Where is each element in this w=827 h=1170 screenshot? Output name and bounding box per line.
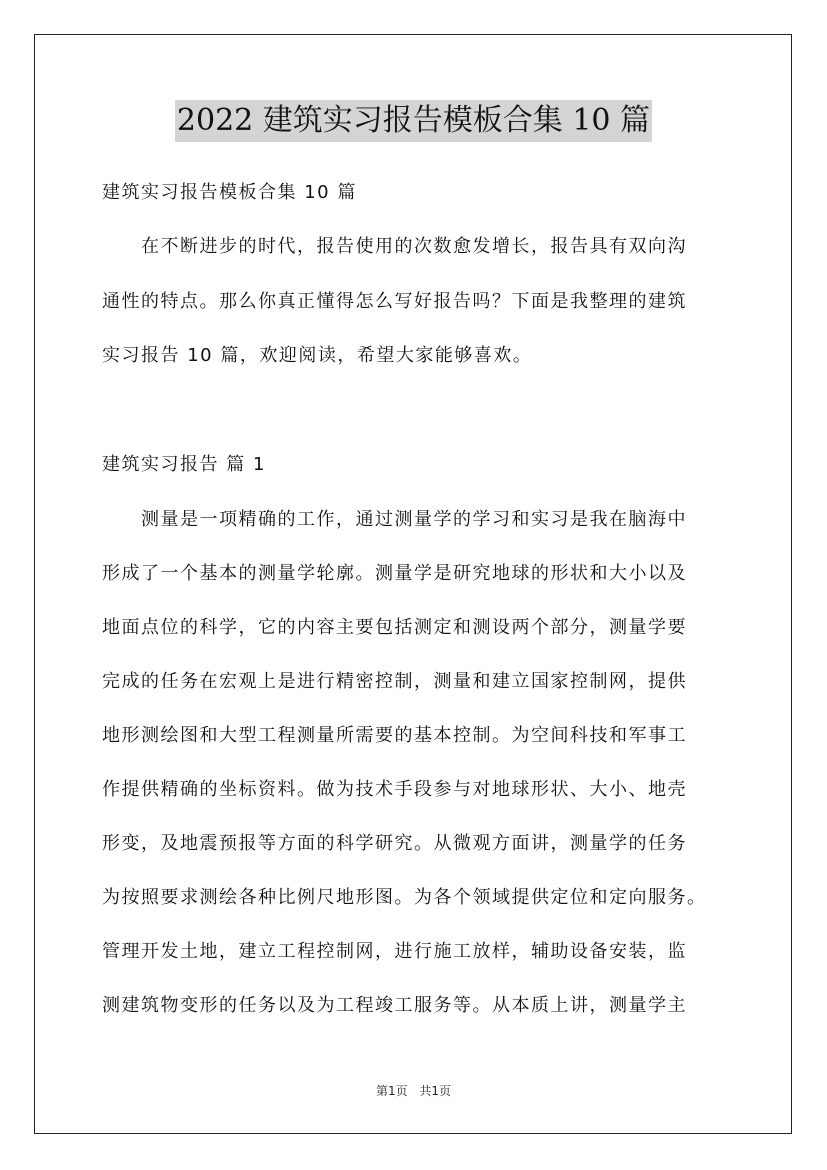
section-line: 地面点位的科学，它的内容主要包括测定和测设两个部分，测量学要 [102, 617, 687, 638]
section-line: 管理开发土地，建立工程控制网，进行施工放样，辅助设备安装，监 [102, 941, 687, 962]
page-total: 共1页 [419, 1084, 452, 1098]
section-line: 形成了一个基本的测量学轮廓。测量学是研究地球的形状和大小以及 [102, 563, 687, 584]
page-footer [0, 1082, 827, 1099]
section-line: 地形测绘图和大型工程测量所需要的基本控制。为空间科技和军事工 [102, 725, 687, 746]
intro-line: 通性的特点。那么你真正懂得怎么写好报告吗？下面是我整理的建筑 [102, 291, 687, 312]
section-line: 完成的任务在宏观上是进行精密控制，测量和建立国家控制网，提供 [102, 671, 687, 692]
document-subtitle: 建筑实习报告模板合集 10 篇 [102, 182, 357, 203]
section-line: 为按照要求测绘各种比例尺地形图。为各个领域提供定位和定向服务。 [102, 887, 707, 908]
section-line: 作提供精确的坐标资料。做为技术手段参与对地球形状、大小、地壳 [102, 779, 687, 800]
section-line: 形变，及地震预报等方面的科学研究。从微观方面讲，测量学的任务 [102, 833, 687, 854]
section-line: 测建筑物变形的任务以及为工程竣工服务等。从本质上讲，测量学主 [102, 995, 687, 1016]
intro-line: 实习报告 10 篇，欢迎阅读，希望大家能够喜欢。 [102, 345, 533, 366]
section-line: 测量是一项精确的工作，通过测量学的学习和实习是我在脑海中 [102, 509, 687, 530]
page-number: 第1页 [375, 1084, 408, 1098]
section-heading: 建筑实习报告 篇 1 [102, 454, 266, 475]
intro-line: 在不断进步的时代，报告使用的次数愈发增长，报告具有双向沟 [102, 236, 687, 257]
document-title: 2022 建筑实习报告模板合集 10 篇 [175, 100, 652, 142]
title-container [0, 100, 827, 142]
